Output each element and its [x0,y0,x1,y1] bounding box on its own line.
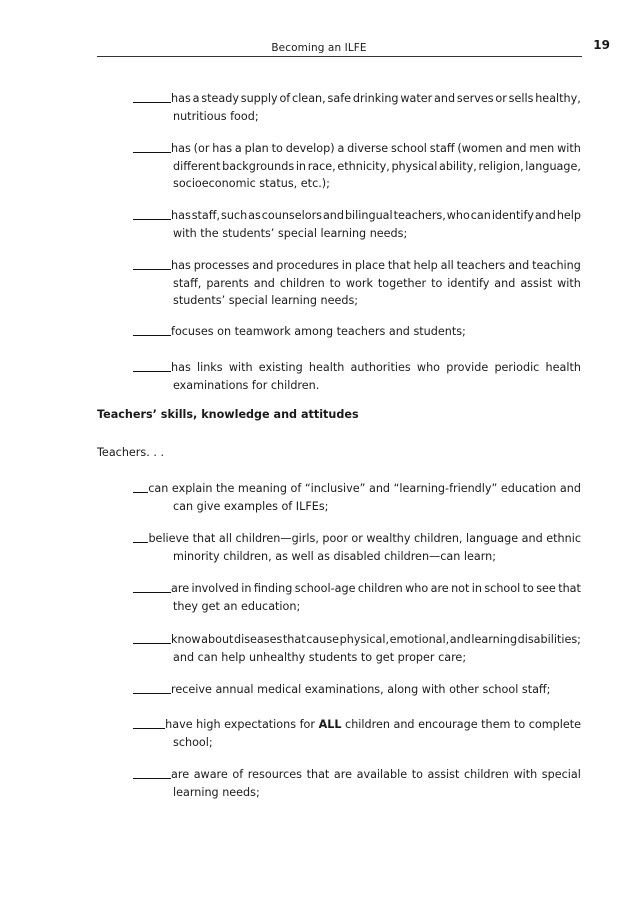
item-text-part: have high expectations for [165,718,319,731]
checklist-item [133,580,581,615]
checklist-item [133,140,581,193]
checklist-item [133,716,581,751]
page-number: 19 [593,38,610,52]
intro-text: Teachers. . . [97,446,165,459]
checklist-item [133,766,581,801]
item-text [165,716,581,734]
header-divider [97,56,582,57]
checklist-item [133,207,581,242]
item-text: can explain the meaning of “inclusive” and “learning-friendly” education and [148,482,581,495]
emphasis-all: ALL [318,718,342,731]
item-text: with the students’ special learning needs; [173,226,408,240]
answer-blank[interactable] [133,480,148,493]
item-text: can give examples of ILFEs; [173,499,329,513]
item-text: know about diseases that cause physical, emotional, and learning disabilities; [171,633,581,646]
checklist-item [133,631,581,666]
answer-blank[interactable] [133,140,171,153]
checklist-item [133,90,581,125]
item-text: has a steady supply of clean, safe drinking water and serves or sells healthy, [171,92,581,105]
answer-blank[interactable] [133,359,171,372]
item-text: nutritious food; [173,109,259,123]
item-text: different backgrounds in race, ethnicity, physical ability, religion, language, [173,159,581,173]
item-text: they get an education; [173,599,301,613]
item-text: school; [173,735,213,749]
answer-blank[interactable] [133,257,171,270]
item-text: has processes and procedures in place that help all teachers and teaching [171,259,581,272]
answer-blank[interactable] [133,90,171,103]
item-text: examinations for children. [173,378,320,392]
item-text: focuses on teamwork among teachers and students; [171,325,466,338]
item-text-part: children and encourage them to complete [341,718,581,731]
item-text: students’ special learning needs; [173,294,359,307]
answer-blank[interactable] [133,681,171,694]
item-text: and can help unhealthy students to get proper care; [173,650,467,664]
answer-blank[interactable] [133,716,165,729]
item-text: has staff, such as counselors and bilingual teachers, who can identify and help [171,209,581,222]
answer-blank[interactable] [133,323,171,336]
answer-blank[interactable] [133,530,148,543]
checklist-item [133,359,581,394]
answer-blank[interactable] [133,631,171,644]
item-text: minority children, as well as disabled children—can learn; [173,549,496,563]
item-text: has links with existing health authorities who provide periodic health [171,361,581,374]
section-heading: Teachers’ skills, knowledge and attitudes [97,408,359,421]
item-text: believe that all children—girls, poor or wealthy children, language and ethnic [148,532,581,545]
item-text: has (or has a plan to develop) a diverse school staff (women and men with [171,142,581,155]
item-text: receive annual medical examinations, along with other school staff; [171,683,551,696]
checklist-item [133,480,581,515]
answer-blank[interactable] [133,207,171,220]
answer-blank[interactable] [133,766,171,779]
checklist-item [133,530,581,565]
item-text: socioeconomic status, etc.); [173,177,330,190]
checklist-item [133,681,581,699]
item-text: are aware of resources that are available to assist children with special [171,768,581,781]
item-text: are involved in finding school-age children who are not in school to see that [171,582,581,595]
checklist-item [133,323,581,341]
item-text: learning needs; [173,785,260,799]
answer-blank[interactable] [133,580,171,593]
item-text: staff, parents and children to work together to identify and assist with [173,276,581,290]
running-title: Becoming an ILFE [271,42,367,54]
checklist-item [133,257,581,310]
